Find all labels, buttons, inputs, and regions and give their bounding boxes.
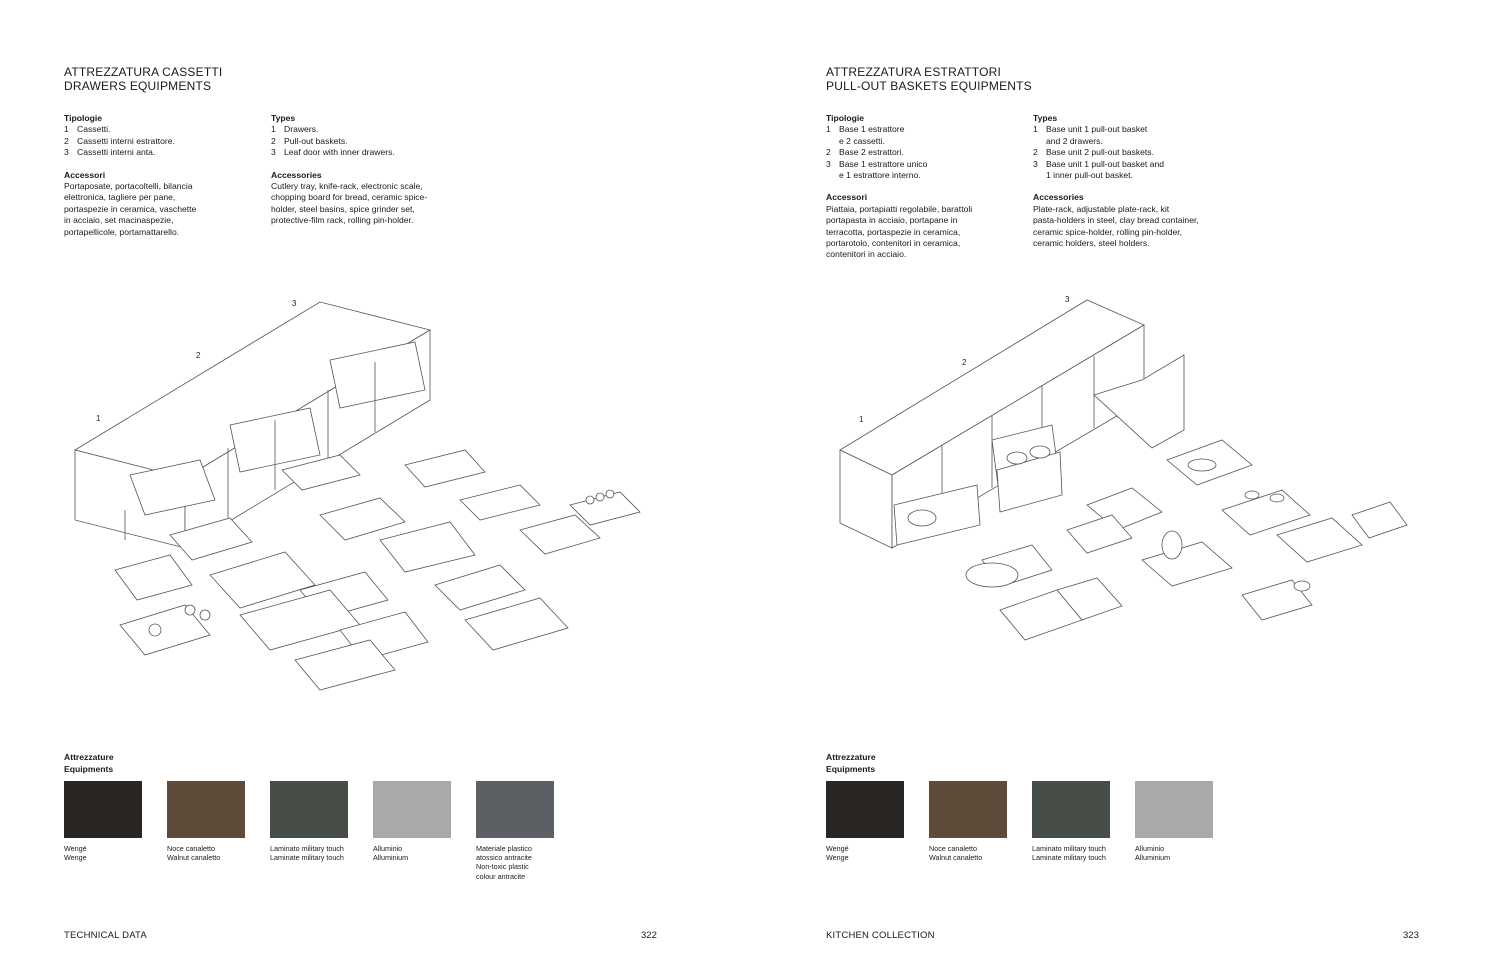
type-text: Pull-out baskets. [284,135,348,146]
left-page [0,0,742,968]
type-number: 2 [64,135,69,146]
finish-swatch [1032,781,1135,862]
finish-label: Materiale plastico atossico antracite Non-toxic plastic colour antracite [476,844,532,881]
type-text: Cassetti interni estrattore. [77,135,175,146]
basket-label-2 [962,358,967,367]
type-number [1033,170,1046,181]
accessories-section [1033,192,1233,249]
equipments-heading-english: Equipments [826,764,876,774]
type-item [1033,136,1233,147]
type-item [826,159,1016,170]
type-number: 1 [826,124,831,135]
title-english: DRAWERS EQUIPMENTS [64,79,212,93]
accessories-text: Portaposate, portacoltelli, bilancia elettronica, tagliere per pane, portaspezie in ceramica, vaschette in acciaio, set macinaspezie, portapellicole, portamattarello. [64,181,197,237]
type-number: 1 [64,124,69,135]
type-item [271,124,461,135]
footer-section-label: KITCHEN COLLECTION [826,930,935,941]
type-item [826,136,1016,147]
type-number: 2 [1033,147,1038,158]
title-english: PULL-OUT BASKETS EQUIPMENTS [826,79,1032,93]
type-number: 3 [271,147,276,158]
type-text: Base 1 estrattore [839,124,905,135]
types-heading: Types [271,113,296,123]
finish-swatch [64,781,167,881]
finish-swatch [1135,781,1238,862]
finish-color-chip [64,781,142,838]
finish-color-chip [373,781,451,838]
type-text: Cassetti interni anta. [77,147,156,158]
type-item [1033,124,1233,135]
type-text: Leaf door with inner drawers. [284,147,395,158]
type-item [64,136,254,147]
accessories-text: Plate-rack, adjustable plate-rack, kit pasta-holders in steel, clay bread container, ceramic spice-holder, rolling pin-holder, ceramic holders, steel holders. [1033,203,1199,249]
type-number: 2 [271,135,276,146]
finish-swatch [826,781,929,862]
type-number: 3 [1033,158,1038,169]
finish-swatches [64,781,579,881]
type-number [826,170,839,181]
type-item [826,124,1016,135]
finish-color-chip [1032,781,1110,838]
types-heading: Types [1033,113,1058,123]
type-number [826,136,839,147]
finish-color-chip [270,781,348,838]
type-number: 3 [826,158,831,169]
accessories-text: Cutlery tray, knife-rack, electronic scale, chopping board for bread, ceramic spice- holder, steel basins, spice grinder set, protective-film rack, rolling pin-holder. [271,181,428,226]
accessories-heading: Accessori [64,169,106,180]
finish-color-chip [167,781,245,838]
types-list [64,124,254,158]
drawer-label-3 [292,299,297,308]
basket-label-3 [1065,295,1070,304]
drawers-technical-drawing [60,290,680,710]
type-item [271,136,461,147]
type-text: 1 inner pull-out basket. [1046,170,1133,181]
types-section [1033,113,1233,181]
equipments-heading-italian: Attrezzature [826,752,876,762]
finish-swatches [826,781,1238,862]
right-page [742,0,1485,968]
english-column [271,113,461,238]
basket-label-1 [859,415,864,424]
accessories-heading: Accessories [271,169,322,180]
finish-color-chip [1135,781,1213,838]
type-number: 1 [271,124,276,135]
finish-label: Wengé Wenge [64,844,87,863]
finish-swatch [929,781,1032,862]
drawer-label-2 [196,351,201,360]
types-section [64,113,254,159]
equipments-heading [826,751,876,775]
type-number: 2 [826,147,831,158]
finish-color-chip [826,781,904,838]
type-text: Base 2 estrattori. [839,147,904,158]
page-number: 323 [1403,930,1419,941]
finish-swatch [270,781,373,881]
types-heading: Tipologie [826,113,865,123]
accessories-text: Piattaia, portapiatti regolabile, barattoli portapasta in acciaio, portapane in terracotta, portaspezie in ceramica, portarotolo, contenitori in ceramica, contenitori in acciaio. [826,203,973,260]
italian-column [64,113,254,249]
english-column [1033,113,1233,260]
type-text: Cassetti. [77,124,111,135]
types-section [271,113,461,159]
title-italian: ATTREZZATURA ESTRATTORI [826,65,1002,79]
type-text: Drawers. [284,124,319,135]
italian-column [826,113,1016,272]
footer-section-label: TECHNICAL DATA [64,930,147,941]
equipments-heading-italian: Attrezzature [64,752,114,762]
type-text: and 2 drawers. [1046,135,1103,146]
finish-swatch [373,781,476,881]
finish-color-chip [929,781,1007,838]
svg-text:1: 1 [96,414,101,423]
type-item [271,147,461,158]
type-text: Base unit 1 pull-out basket [1046,124,1148,135]
accessories-section [271,170,461,227]
type-item [1033,170,1233,181]
accessories-heading: Accessori [826,192,868,203]
svg-text:1: 1 [859,415,864,424]
type-item [64,124,254,135]
finish-label: Alluminio Alluminium [373,844,409,863]
type-text: e 2 cassetti. [839,135,885,146]
type-text: Base unit 2 pull-out baskets. [1046,147,1154,158]
finish-label: Alluminio Alluminium [1135,844,1171,863]
accessories-section [64,170,254,238]
type-number: 1 [1033,124,1038,135]
type-item [1033,159,1233,170]
type-text: Base unit 1 pull-out basket and [1046,158,1165,169]
page-number: 322 [641,930,657,941]
svg-text:2: 2 [196,351,201,360]
types-list [271,124,461,158]
equipments-heading-english: Equipments [64,764,114,774]
page-title [826,65,1032,93]
type-item [826,170,1016,181]
equipments-heading [64,751,114,775]
type-number: 3 [64,147,69,158]
svg-text:3: 3 [1065,295,1070,304]
title-italian: ATTREZZATURA CASSETTI [64,65,223,79]
type-item [826,147,1016,158]
finish-color-chip [476,781,554,838]
finish-swatch [476,781,579,881]
types-section [826,113,1016,181]
drawer-label-1 [96,414,101,423]
types-heading: Tipologie [64,113,103,123]
types-list [826,124,1016,181]
svg-text:3: 3 [292,299,297,308]
finish-label: Wengé Wenge [826,844,849,863]
types-list [1033,124,1233,181]
type-item [64,147,254,158]
pullout-technical-drawing [822,290,1422,680]
finish-label: Laminato military touch Laminate military touch [270,844,344,863]
page-title [64,65,222,93]
finish-swatch [167,781,270,881]
accessories-heading: Accessories [1033,192,1084,203]
accessories-section [826,192,1016,260]
type-text: Base 1 estrattore unico [839,158,928,169]
finish-label: Noce canaletto Walnut canaletto [167,844,221,863]
finish-label: Noce canaletto Walnut canaletto [929,844,983,863]
type-item [1033,147,1233,158]
svg-text:2: 2 [962,358,967,367]
finish-label: Laminato military touch Laminate military touch [1032,844,1106,863]
type-number [1033,136,1046,147]
type-text: e 1 estrattore interno. [839,170,921,181]
